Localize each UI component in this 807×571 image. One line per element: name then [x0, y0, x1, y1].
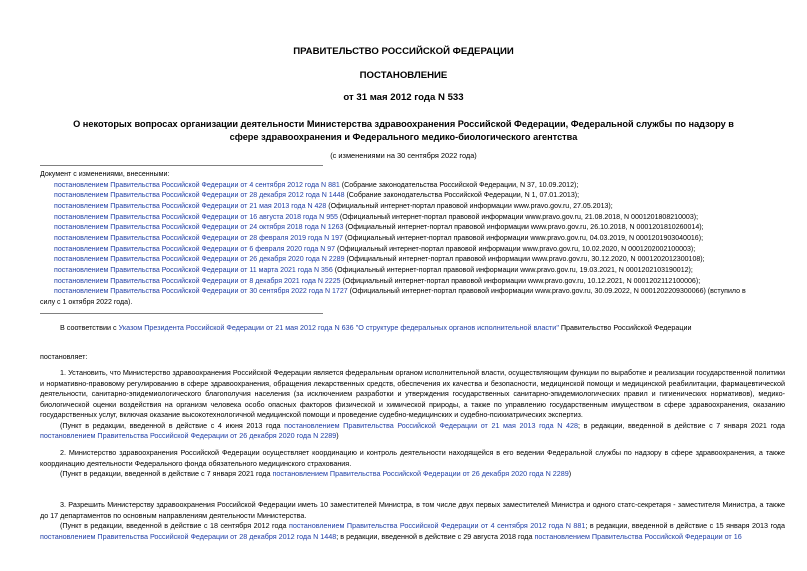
amendment-link[interactable]: постановлением Правительства Российской Федерации от 28 декабря 2012 года N 1448 [54, 192, 345, 200]
paragraph-1-text: 1. Установить, что Министерство здравоохранения Российской Федерации является федеральным органом исполнительной власти, осуществляющим функции по выработке и реализации государственной политики и нормативно-правовому регулированию в сфере здравоохранения, обращения лекарственных средств, обеспечения их качества и безопасности, медицинской помощи и медицинской реабилитации, фармацевтической деятельности, санитарно-эпидемиологического благополучия населения (за исключением разработки и утверждения государственных санитарно-эпидемиологических правил и гигиенических нормативов), медико-биологической оценки воздействия на организм человека особо опасных факторов физической и химической природы, а также по управлению государственным имуществом в сфере здравоохранения, оказанию государственных услуг, включая оказание высокотехнологичной медицинской помощи и проведение судебно-медицинских и судебно-психиатрических экспертиз. [40, 368, 785, 419]
list-item [40, 181, 785, 192]
document-date-number: от 31 мая 2012 года N 533 [343, 92, 464, 103]
list-item [40, 223, 785, 234]
amendment-source: (Официальный интернет-портал правовой информации www.pravo.gov.ru, 10.12.2021, N 0001202112100006); [340, 277, 701, 285]
paragraph-2-text: 2. Министерство здравоохранения Российской Федерации осуществляет координацию и контроль деятельности находящейся в его ведении Федеральной службы по надзору в сфере здравоохранения, а также координацию деятельности Федерального фонда обязательного медицинского страхования. [40, 448, 785, 468]
amendment-link[interactable]: постановлением Правительства Российской Федерации от 28 февраля 2019 года N 197 [54, 234, 343, 242]
paragraph-1 [40, 368, 785, 442]
amendment-source: (Официальный интернет-портал правовой информации www.pravo.gov.ru, 26.10.2018, N 0001201810260014); [343, 224, 704, 232]
decree-link[interactable]: Указом Президента Российской Федерации от 21 мая 2012 года N 636 [118, 323, 354, 332]
amendment-source: (Официальный интернет-портал правовой информации www.pravo.gov.ru, 04.03.2019, N 0001201903040016); [342, 234, 704, 242]
amendment-link[interactable]: постановлением Правительства Российской Федерации от 26 декабря 2020 года N 2289 [54, 256, 345, 264]
paragraph-2 [40, 448, 785, 480]
preamble-text: В соответствии с [60, 323, 119, 332]
list-item [40, 234, 785, 245]
government-heading: ПРАВИТЕЛЬСТВО РОССИЙСКОЙ ФЕДЕРАЦИИ [293, 46, 514, 57]
document-title: О некоторых вопросах организации деятельности Министерства здравоохранения Российской Федерации, Федеральной службы по надзору в сфере здравоохранения и Федерального медико-биологического агентства [73, 119, 734, 142]
ref-text: ; в редакции, введенной в действие с 29 августа 2018 года [336, 531, 535, 541]
preamble-text-end: Правительство Российской Федерации [558, 323, 692, 332]
ref-text: (Пункт в редакции, введенной в действие с 7 января 2021 года [60, 469, 273, 478]
document-type-heading: ПОСТАНОВЛЕНИЕ [359, 70, 448, 81]
paragraph-3-reference [40, 521, 785, 542]
paragraph-1-reference [40, 421, 785, 442]
amendment-source: (Официальный интернет-портал правовой информации www.pravo.gov.ru, 30.09.2022, N 0001202209300066) (вступило в [347, 288, 746, 296]
amendment-link[interactable]: постановлением Правительства Российской Федерации от 11 марта 2021 года N 356 [54, 266, 333, 274]
changes-intro: Документ с изменениями, внесенными: [40, 171, 170, 178]
decree-title-link[interactable]: "О структуре федеральных органов исполнительной власти" [355, 323, 559, 332]
amendment-link[interactable]: постановлением Правительства Российской Федерации от 8 декабря 2021 года N 2225 [54, 277, 341, 285]
list-item [40, 287, 785, 298]
amendment-link[interactable]: постановлением Правительства Российской Федерации от 21 мая 2013 года N 428 [284, 420, 578, 430]
ref-text: ) [568, 469, 572, 478]
changes-top-divider [40, 165, 323, 166]
amendment-link[interactable]: постановлением Правительства Российской Федерации от 6 февраля 2020 года N 97 [54, 245, 336, 253]
edition-note: (с изменениями на 30 сентября 2022 года) [330, 151, 477, 160]
amendment-source: (Официальный интернет-портал правовой информации www.pravo.gov.ru, 21.08.2018, N 0001201808210003); [337, 213, 699, 221]
paragraph-3 [40, 500, 785, 542]
ref-text: ; в редакции, введенной в действие с 15 января 2013 года [585, 521, 785, 530]
amendment-link[interactable]: постановлением Правительства Российской Федерации от 28 декабря 2012 года N 1448 [40, 531, 337, 541]
amendment-link[interactable]: постановлением Правительства Российской Федерации от 4 сентября 2012 года N 881 [289, 521, 586, 530]
amendment-link[interactable]: постановлением Правительства Российской Федерации от 16 [534, 531, 742, 541]
ref-text: (Пункт в редакции, введенной в действие с 4 июня 2013 года [60, 420, 285, 430]
ref-text: ) [336, 431, 339, 440]
amendment-link[interactable]: постановлением Правительства Российской Федерации от 26 декабря 2020 года N 2289 [40, 431, 337, 440]
amendment-link[interactable]: постановлением Правительства Российской Федерации от 24 октября 2018 года N 1263 [54, 224, 344, 232]
changes-bottom-divider [40, 313, 323, 314]
changes-list [40, 170, 785, 309]
amendment-source: (Собрание законодательства Российской Федерации, N 1, 07.01.2013); [344, 192, 580, 200]
preamble [40, 323, 785, 334]
amendment-source: (Официальный интернет-портал правовой информации www.pravo.gov.ru, 27.05.2013); [326, 202, 613, 210]
amendment-link[interactable]: постановлением Правительства Российской Федерации от 16 августа 2018 года N 955 [54, 213, 338, 221]
amendment-link[interactable]: постановлением Правительства Российской Федерации от 26 декабря 2020 года N 2289 [272, 469, 569, 478]
list-item [40, 255, 785, 266]
amendment-link[interactable]: постановлением Правительства Российской Федерации от 30 сентября 2022 года N 1727 [54, 288, 348, 296]
list-item [40, 191, 785, 202]
resolves-text: постановляет: [40, 352, 88, 361]
changes-tail: силу с 1 октября 2022 года). [40, 298, 133, 306]
amendment-source: (Официальный интернет-портал правовой информации www.pravo.gov.ru, 19.03.2021, N 0001202103190012); [332, 266, 693, 274]
amendment-source: (Официальный интернет-портал правовой информации www.pravo.gov.ru, 30.12.2020, N 0001202012300108); [344, 256, 705, 264]
list-item [40, 277, 785, 288]
ref-text: ; в редакции, введенной в действие с 7 января 2021 года [578, 420, 786, 430]
amendment-source: (Официальный интернет-портал правовой информации www.pravo.gov.ru, 10.02.2020, N 0001202002100003); [335, 245, 696, 253]
list-item [40, 202, 785, 213]
list-item [40, 266, 785, 277]
paragraph-2-reference [40, 469, 785, 480]
list-item [40, 245, 785, 256]
amendment-link[interactable]: постановлением Правительства Российской Федерации от 21 мая 2013 года N 428 [54, 202, 327, 210]
list-item [40, 213, 785, 224]
ref-text: (Пункт в редакции, введенной в действие с 18 сентября 2012 года [60, 521, 290, 530]
amendment-source: (Собрание законодательства Российской Федерации, N 37, 10.09.2012); [339, 181, 579, 189]
amendment-link[interactable]: постановлением Правительства Российской Федерации от 4 сентября 2012 года N 881 [54, 181, 340, 189]
paragraph-3-text: 3. Разрешить Министерству здравоохранения Российской Федерации иметь 10 заместителей Министра, в том числе двух первых заместителей Министра и одного статс-секретаря - заместителя Министра, а также до 17 департаментов по основным направлениям деятельности Министерства. [40, 500, 785, 520]
